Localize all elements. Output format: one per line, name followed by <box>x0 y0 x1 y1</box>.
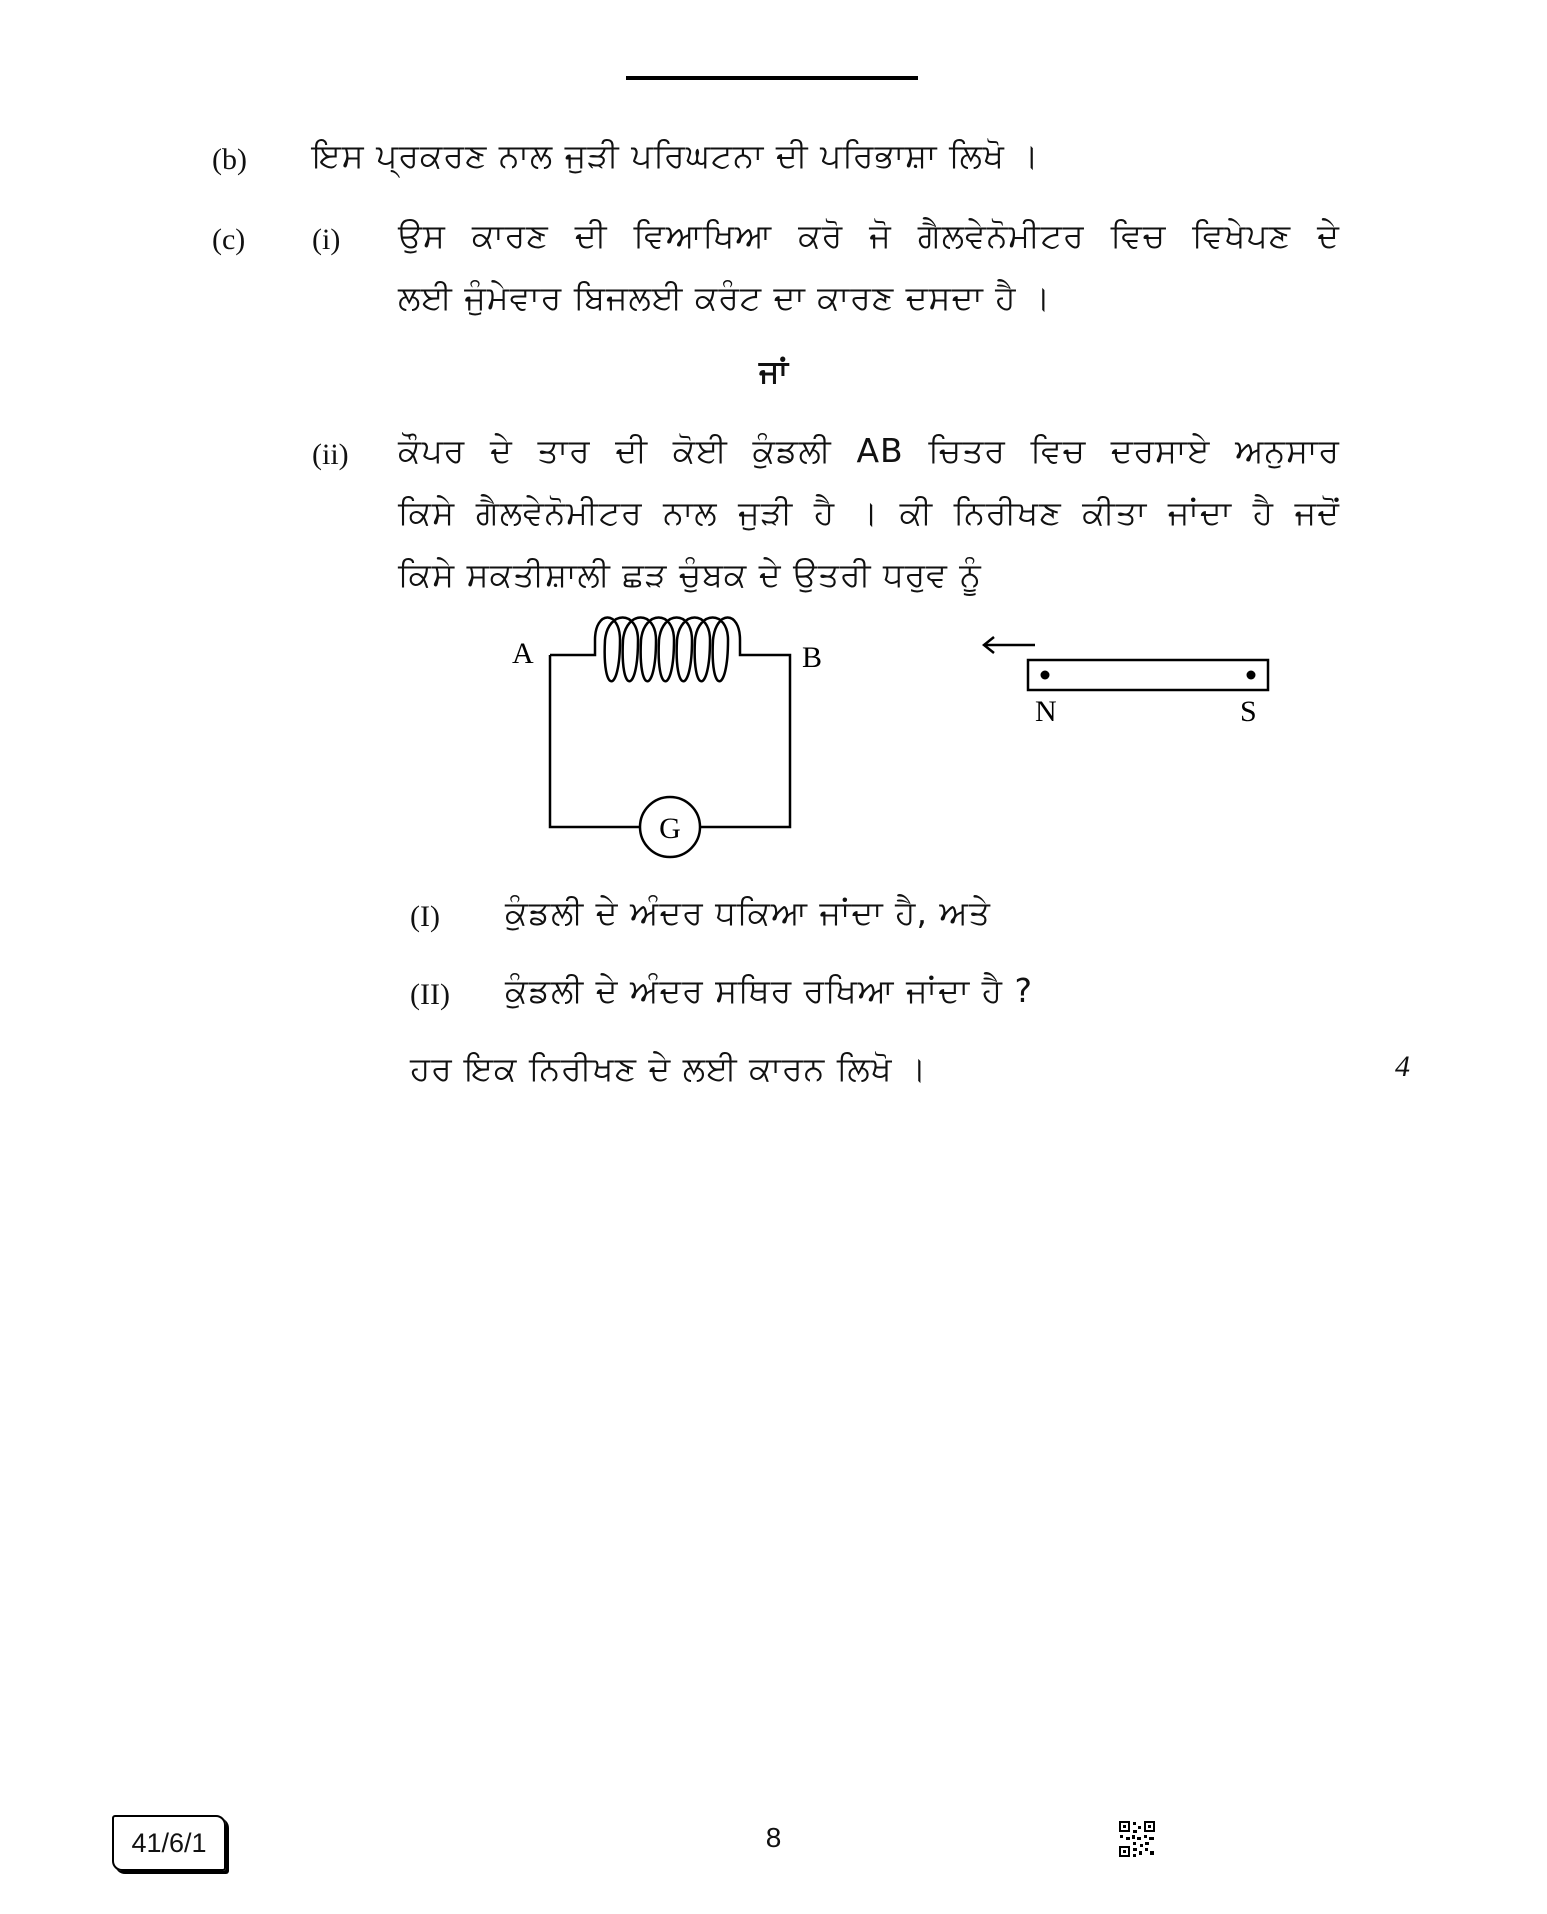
top-rule <box>626 76 918 80</box>
page-number: 8 <box>765 1822 782 1853</box>
part-ii-label: (ii) <box>312 438 349 471</box>
part-ii-line-3: ਕਿਸੇ ਸਕਤੀਸ਼ਾਲੀ ਛੜ ਚੁੰਬਕ ਦੇ ਉਤਰੀ ਧਰੁਵ ਨੂੰ <box>398 555 982 594</box>
or-separator: ਜਾਂ <box>758 354 789 390</box>
part-i-line-2: ਲਈ ਜੁੰਮੇਵਾਰ ਬਿਜਲਈ ਕਰੰਟ ਦਾ ਕਾਰਣ ਦਸਦਾ ਹੈ । <box>398 278 1052 317</box>
galvanometer-label: G <box>659 812 681 845</box>
sub-i-text: ਕੁੰਡਲੀ ਦੇ ਅੰਦਰ ਧਕਿਆ ਜਾਂਦਾ ਹੈ, ਅਤੇ <box>505 893 991 932</box>
qr-code-icon <box>1118 1820 1156 1858</box>
part-i-label: (i) <box>312 223 341 256</box>
question-b-text: ਇਸ ਪ੍ਰਕਰਣ ਨਾਲ ਜੁੜੀ ਪਰਿਘਟਨਾ ਦੀ ਪਰਿਭਾਸ਼ਾ ਲਿਖੋ । <box>312 136 1040 175</box>
question-b-label: (b) <box>212 143 247 176</box>
coil-end-b-label: B <box>802 641 823 674</box>
sub-ii-text: ਕੁੰਡਲੀ ਦੇ ਅੰਦਰ ਸਥਿਰ ਰਖਿਆ ਜਾਂਦਾ ਹੈ ? <box>505 971 1034 1010</box>
paper-code: 41/6/1 <box>131 1827 207 1858</box>
coil-galvanometer-diagram <box>490 615 1290 865</box>
sub-ii-label: (II) <box>410 978 450 1011</box>
sub-i-label: (I) <box>410 900 440 933</box>
part-i-line-1: ਉਸ ਕਾਰਣ ਦੀ ਵਿਆਖਿਆ ਕਰੋ ਜੋ ਗੈਲਵੇਨੋਮੀਟਰ ਵਿਚ ਵਿਖੇਪਣ ਦੇ <box>398 216 1340 255</box>
closing-instruction: ਹਰ ਇਕ ਨਿਰੀਖਣ ਦੇ ਲਈ ਕਾਰਨ ਲਿਖੋ । <box>410 1049 928 1088</box>
coil-ab <box>595 618 740 682</box>
left-arrow-icon <box>984 637 1035 653</box>
bar-magnet <box>1028 660 1268 690</box>
magnet-north-label: N <box>1035 695 1057 728</box>
coil-end-a-label: A <box>512 637 534 670</box>
part-ii-line-1: ਕੌਪਰ ਦੇ ਤਾਰ ਦੀ ਕੋਈ ਕੁੰਡਲੀ AB ਚਿਤਰ ਵਿਚ ਦਰਸਾਏ ਅਨੁਸਾਰ <box>398 431 1340 470</box>
part-ii-line-2: ਕਿਸੇ ਗੈਲਵੇਨੋਮੀਟਰ ਨਾਲ ਜੁੜੀ ਹੈ । ਕੀ ਨਿਰੀਖਣ ਕੀਤਾ ਜਾਂਦਾ ਹੈ ਜਦੋਂ <box>398 493 1340 532</box>
magnet-north-dot <box>1041 671 1050 680</box>
magnet-south-label: S <box>1240 695 1257 728</box>
question-c-label: (c) <box>212 223 246 256</box>
marks: 4 <box>1395 1050 1410 1083</box>
magnet-south-dot <box>1247 671 1256 680</box>
